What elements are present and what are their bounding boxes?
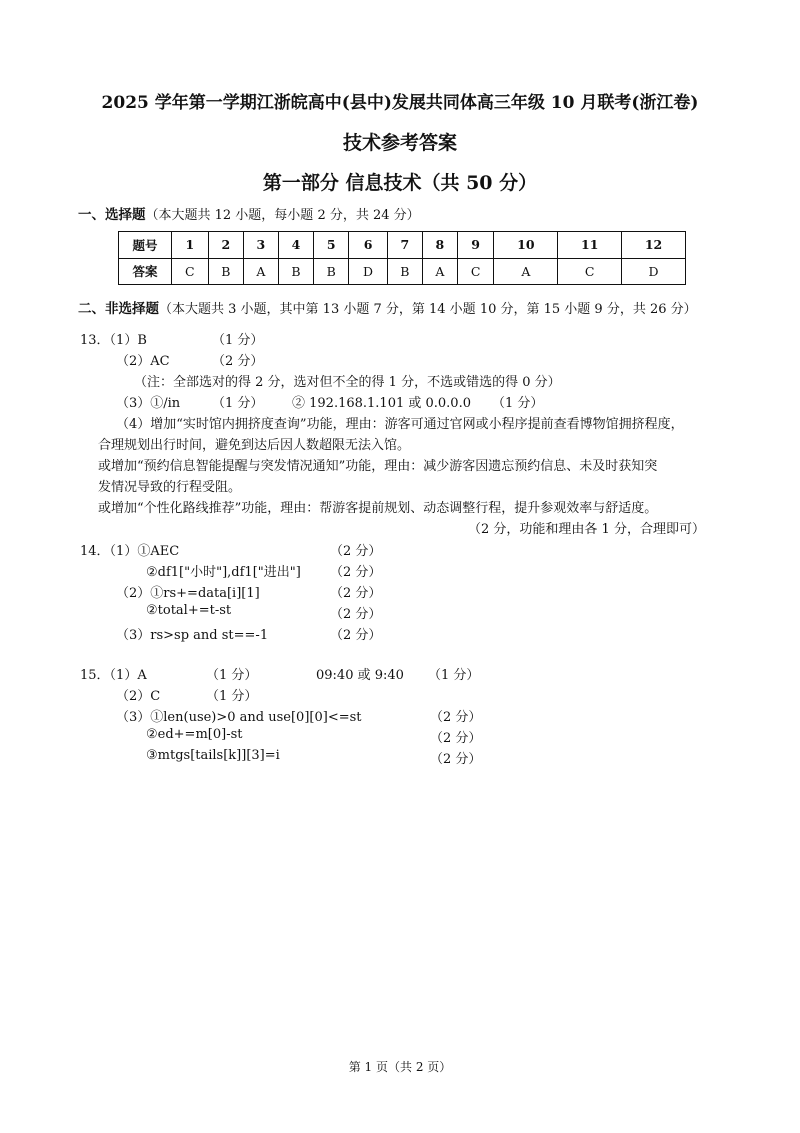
table-cell-answer: A — [494, 258, 558, 285]
q14-1a-score: （2 分） — [330, 544, 382, 559]
table-cell-answer: C — [457, 258, 494, 285]
q13-2-answer: （2）AC — [116, 354, 170, 369]
table-cell-answer: B — [314, 258, 349, 285]
q13-3a-answer: （3）①/in — [116, 396, 181, 411]
table-cell-number: 2 — [208, 232, 243, 259]
q13-2-score: （2 分） — [212, 354, 264, 369]
q15-2-answer: （2）C — [116, 689, 161, 704]
part-title: 第一部分 信息技术（共 50 分） — [262, 172, 538, 194]
table-cell-number: 7 — [387, 232, 422, 259]
table-cell-answer: A — [423, 258, 458, 285]
q14-2a-answer: （2）①rs+=data[i][1] — [116, 586, 260, 601]
table-cell-number: 4 — [278, 232, 313, 259]
table-cell-answer: B — [278, 258, 313, 285]
table-cell-number: 11 — [558, 232, 622, 259]
q14-3-answer: （3）rs>sp and st==-1 — [116, 628, 269, 643]
q14-1b-answer: ②df1["小时"],df1["进出"] — [146, 565, 301, 580]
q13-3b-answer: ② 192.168.1.101 或 0.0.0.0 — [292, 396, 471, 411]
table-cell-answer: B — [208, 258, 243, 285]
q14-1b-score: （2 分） — [330, 565, 382, 580]
q13-3a-score: （1 分） — [212, 396, 264, 411]
table-cell-number: 3 — [244, 232, 279, 259]
q15-1a-score: （1 分） — [206, 668, 258, 683]
table-cell-number: 8 — [423, 232, 458, 259]
table-header-number: 题号 — [119, 232, 172, 259]
table-cell-number: 5 — [314, 232, 349, 259]
page-footer: 第 1 页（共 2 页） — [348, 1060, 452, 1074]
exam-title: 2025 学年第一学期江浙皖高中(县中)发展共同体高三年级 10 月联考(浙江卷) — [101, 93, 699, 113]
q15-3b-score: （2 分） — [430, 731, 482, 746]
section2-label: 二、非选择题 — [78, 301, 159, 317]
section2-note: （本大题共 3 小题，其中第 13 小题 7 分，第 14 小题 10 分，第 15 小题 9 分，共 26 分） — [159, 302, 697, 317]
q13-1-score: （1 分） — [212, 333, 264, 348]
q14-2a-score: （2 分） — [330, 586, 382, 601]
q15-3b-answer: ②ed+=m[0]-st — [146, 727, 243, 742]
table-row-numbers — [119, 232, 686, 259]
q15-3a-answer: （3）①len(use)>0 and use[0][0]<=st — [116, 710, 362, 725]
table-cell-number: 12 — [622, 232, 686, 259]
q13-1-answer: 13．（1）B — [80, 333, 147, 348]
q14-2b-answer: ②total+=t-st — [146, 603, 232, 618]
table-cell-answer: D — [622, 258, 686, 285]
doc-title: 技术参考答案 — [342, 132, 457, 154]
q13-3b-score: （1 分） — [492, 396, 544, 411]
table-header-answer: 答案 — [119, 258, 172, 285]
q14-3-score: （2 分） — [330, 628, 382, 643]
section1-heading — [78, 203, 420, 223]
section1-note: （本大题共 12 小题，每小题 2 分，共 24 分） — [145, 208, 420, 223]
table-cell-answer: A — [244, 258, 279, 285]
q13-4-line2: 合理规划出行时间，避免到达后因人数超限无法入馆。 — [98, 438, 411, 453]
table-cell-answer: C — [172, 258, 209, 285]
q15-3a-score: （2 分） — [430, 710, 482, 725]
q15-1b-answer: 09:40 或 9:40 — [316, 668, 404, 683]
table-cell-answer: B — [387, 258, 422, 285]
q15-3c-answer: ③mtgs[tails[k]][3]=i — [146, 748, 280, 763]
q13-4-line5: 或增加“个性化路线推荐”功能，理由：帮游客提前规划、动态调整行程，提升参观效率与舒适度。 — [98, 501, 658, 516]
q15-3c-score: （2 分） — [430, 752, 482, 767]
q15-2-score: （1 分） — [206, 689, 258, 704]
q14-2b-score: （2 分） — [330, 607, 382, 622]
q13-2-note: （注：全部选对的得 2 分，选对但不全的得 1 分，不选或错选的得 0 分） — [134, 375, 561, 390]
table-cell-number: 10 — [494, 232, 558, 259]
q13-4-line3: 或增加“预约信息智能提醒与突发情况通知”功能，理由：减少游客因遗忘预约信息、未及时获知突 — [98, 459, 658, 474]
table-cell-number: 9 — [457, 232, 494, 259]
section2-heading — [78, 297, 697, 317]
table-cell-number: 1 — [172, 232, 209, 259]
section1-label: 一、选择题 — [78, 207, 146, 223]
q14-1a-answer: 14．（1）①AEC — [80, 544, 180, 559]
q13-4-line1: （4）增加“实时馆内拥挤度查询”功能，理由：游客可通过官网或小程序提前查看博物馆拥挤程度， — [116, 417, 684, 432]
answer-table — [118, 231, 686, 285]
q13-4-line4: 发情况导致的行程受阻。 — [98, 480, 242, 495]
table-cell-number: 6 — [349, 232, 387, 259]
q13-4-score: （2 分，功能和理由各 1 分，合理即可） — [468, 522, 705, 537]
table-cell-answer: D — [349, 258, 387, 285]
table-row-answers — [119, 258, 686, 285]
q15-1a-answer: 15．（1）A — [80, 668, 147, 683]
q15-1b-score: （1 分） — [428, 668, 480, 683]
table-cell-answer: C — [558, 258, 622, 285]
